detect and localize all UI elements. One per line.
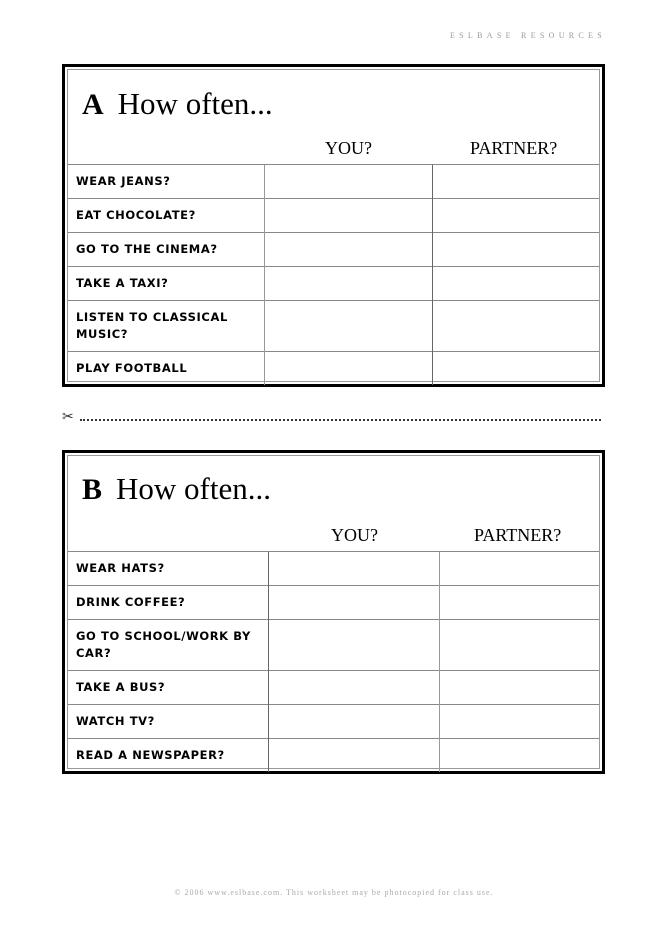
question-cell: READ A NEWSPAPER?	[68, 739, 268, 773]
scissors-icon: ✂	[62, 410, 74, 425]
section-b-title	[82, 473, 271, 505]
partner-answer-cell[interactable]	[439, 671, 599, 705]
table-row	[68, 705, 599, 739]
cut-line	[62, 411, 605, 427]
partner-answer-cell[interactable]	[432, 165, 599, 199]
section-title-text: How often...	[117, 86, 273, 121]
table-row	[68, 267, 599, 301]
column-header-partner: PARTNER?	[474, 525, 562, 545]
question-cell: TAKE A BUS?	[68, 671, 268, 705]
table-row	[68, 620, 599, 671]
table-row	[68, 165, 599, 199]
section-a-inner	[67, 69, 600, 382]
partner-answer-cell[interactable]	[432, 301, 599, 352]
question-cell: LISTEN TO CLASSICAL MUSIC?	[68, 301, 264, 352]
section-b-inner	[67, 455, 600, 769]
partner-answer-cell[interactable]	[432, 352, 599, 386]
you-answer-cell[interactable]	[268, 671, 439, 705]
partner-answer-cell[interactable]	[439, 586, 599, 620]
you-answer-cell[interactable]	[268, 739, 439, 773]
you-answer-cell[interactable]	[268, 552, 439, 586]
section-a-table	[68, 164, 599, 385]
you-answer-cell[interactable]	[264, 165, 432, 199]
you-answer-cell[interactable]	[264, 233, 432, 267]
question-cell: WEAR HATS?	[68, 552, 268, 586]
table-row	[68, 671, 599, 705]
section-a-box	[62, 64, 605, 387]
column-header-you: YOU?	[331, 525, 378, 545]
partner-answer-cell[interactable]	[432, 199, 599, 233]
you-answer-cell[interactable]	[264, 267, 432, 301]
question-cell: TAKE A TAXI?	[68, 267, 264, 301]
partner-answer-cell[interactable]	[439, 552, 599, 586]
partner-answer-cell[interactable]	[432, 233, 599, 267]
table-row	[68, 233, 599, 267]
section-title-text: How often...	[116, 471, 271, 506]
partner-answer-cell[interactable]	[439, 705, 599, 739]
column-header-partner: PARTNER?	[470, 138, 558, 158]
table-row	[68, 739, 599, 773]
partner-answer-cell[interactable]	[432, 267, 599, 301]
you-answer-cell[interactable]	[268, 586, 439, 620]
section-b-table	[68, 551, 599, 772]
section-b-box	[62, 450, 605, 774]
you-answer-cell[interactable]	[264, 199, 432, 233]
brand-header: ESLBASE RESOURCES	[449, 31, 606, 40]
you-answer-cell[interactable]	[264, 352, 432, 386]
question-cell: DRINK COFFEE?	[68, 586, 268, 620]
you-answer-cell[interactable]	[264, 301, 432, 352]
copyright-footer: © 2006 www.eslbase.com. This worksheet may be photocopied for class use.	[174, 888, 494, 897]
section-a-title	[82, 88, 273, 120]
table-row	[68, 199, 599, 233]
question-cell: PLAY FOOTBALL	[68, 352, 264, 386]
partner-answer-cell[interactable]	[439, 739, 599, 773]
question-cell: EAT CHOCOLATE?	[68, 199, 264, 233]
section-letter: A	[82, 88, 104, 121]
question-cell: WATCH TV?	[68, 705, 268, 739]
table-row	[68, 301, 599, 352]
table-row	[68, 552, 599, 586]
question-cell: GO TO SCHOOL/WORK BY CAR?	[68, 620, 268, 671]
dotted-divider	[80, 419, 601, 421]
column-header-you: YOU?	[325, 138, 372, 158]
question-cell: WEAR JEANS?	[68, 165, 264, 199]
you-answer-cell[interactable]	[268, 705, 439, 739]
question-cell: GO TO THE CINEMA?	[68, 233, 264, 267]
table-row	[68, 352, 599, 386]
partner-answer-cell[interactable]	[439, 620, 599, 671]
table-row	[68, 586, 599, 620]
section-letter: B	[82, 473, 103, 506]
you-answer-cell[interactable]	[268, 620, 439, 671]
